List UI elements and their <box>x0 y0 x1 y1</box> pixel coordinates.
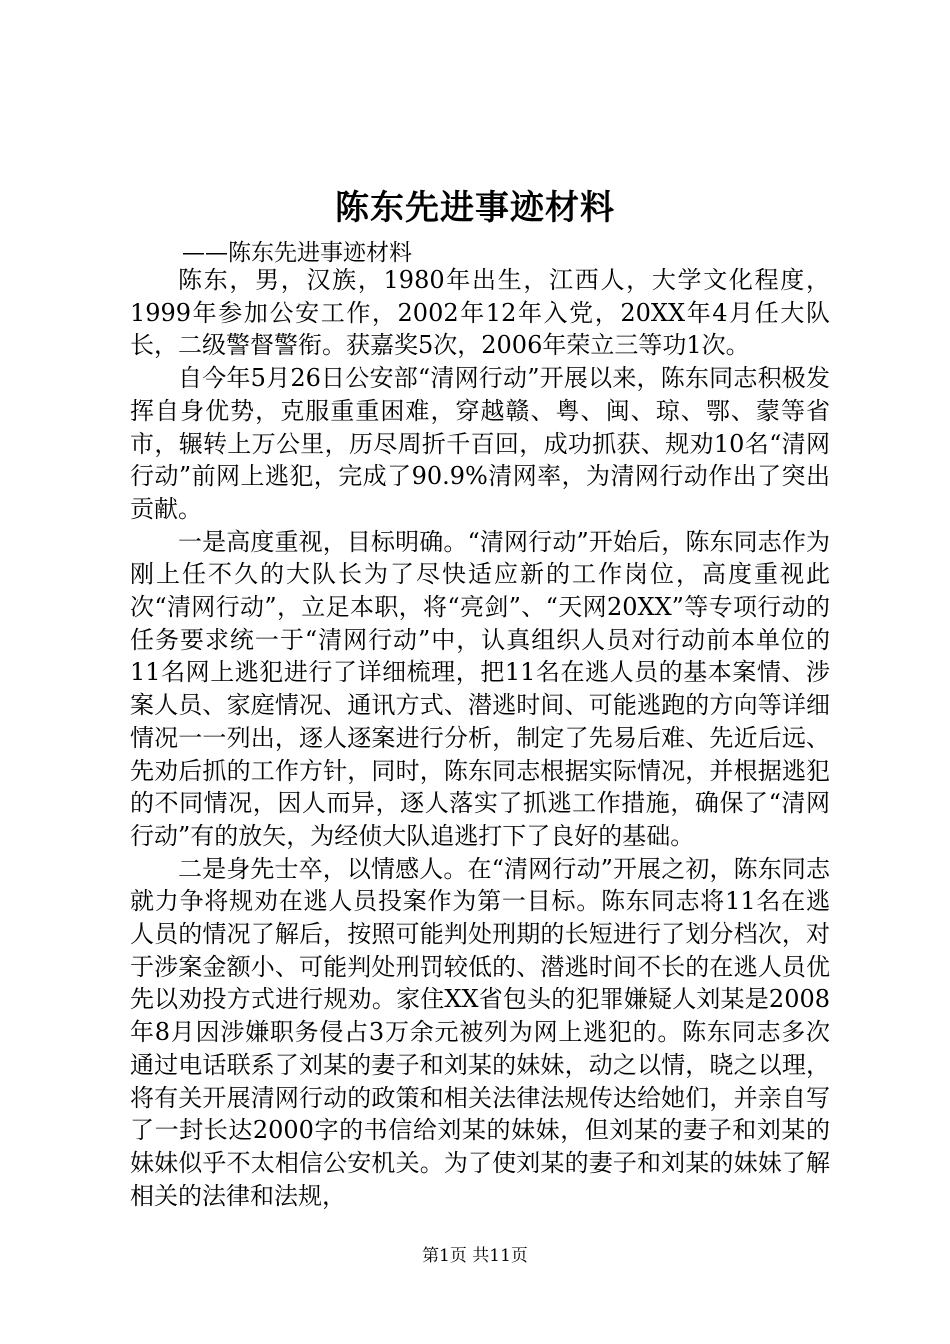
document-subtitle: ——陈东先进事迹材料 <box>182 240 412 266</box>
paragraph-summary: 自今年5月26日公安部“清网行动”开展以来，陈东同志积极发挥自身优势，克服重重困难，穿越赣、粤、闽、琼、鄂、蒙等省市，辗转上万公里，历尽周折千百回，成功抓获、规劝10名“清网行动”前网上逃犯，完成了90.9%清网率，为清网行动作出了突出贡献。 <box>130 364 830 523</box>
document-body <box>130 264 830 1212</box>
paragraph-point-one: 一是高度重视，目标明确。“清网行动”开始后，陈东同志作为刚上任不久的大队长为了尽快适应新的工作岗位，高度重视此次“清网行动”，立足本职，将“亮剑”、“天网20XX”等专项行动的任务要求统一于“清网行动”中，认真组织人员对行动前本单位的11名网上逃犯进行了详细梳理，把11名在逃人员的基本案情、涉案人员、家庭情况、通讯方式、潜逃时间、可能逃跑的方向等详细情况一一列出，逐人逐案进行分析，制定了先易后难、先近后远、先劝后抓的工作方针，同时，陈东同志根据实际情况，并根据逃犯的不同情况，因人而异，逐人落实了抓逃工作措施，确保了“清网行动”有的放矢，为经侦大队追逃打下了良好的基础。 <box>130 527 830 850</box>
paragraph-profile: 陈东，男，汉族，1980年出生，江西人，大学文化程度，1999年参加公安工作，2002年12年入党，20XX年4月任大队长，二级警督警衔。获嘉奖5次，2006年荣立三等功1次。 <box>130 266 830 360</box>
paragraph-point-two: 二是身先士卒，以情感人。在“清网行动”开展之初，陈东同志就力争将规劝在逃人员投案作为第一目标。陈东同志将11名在逃人员的情况了解后，按照可能判处刑期的长短进行了划分档次，对于涉案金额小、可能判处刑罚较低的、潜逃时间不长的在逃人员优先以劝投方式进行规劝。家住XX省包头的犯罪嫌疑人刘某是2008年8月因涉嫌职务侵占3万余元被列为网上逃犯的。陈东同志多次通过电话联系了刘某的妻子和刘某的妹妹，动之以情，晓之以理，将有关开展清网行动的政策和相关法律法规传达给她们，并亲自写了一封长达2000字的书信给刘某的妹妹，但刘某的妻子和刘某的妹妹似乎不太相信公安机关。为了使刘某的妻子和刘某的妹妹了解相关的法律和法规， <box>130 854 830 1210</box>
page-footer: 第1页 共11页 <box>422 1246 528 1266</box>
document-title: 陈东先进事迹材料 <box>335 188 615 228</box>
